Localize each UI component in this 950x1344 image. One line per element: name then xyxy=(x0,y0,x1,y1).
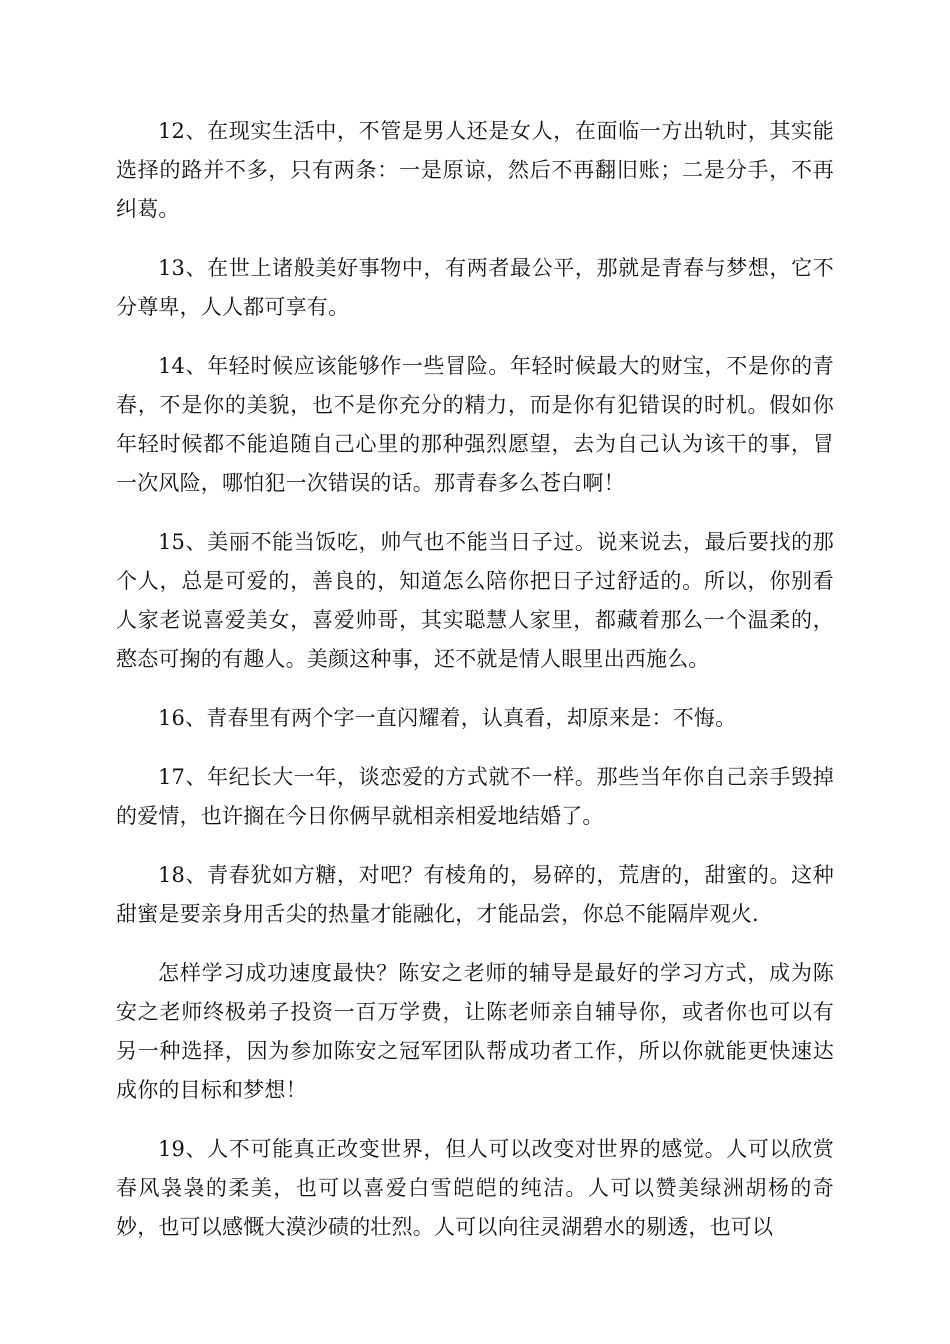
paragraph-18: 18、青春犹如方糖，对吧？有棱角的，易碎的，荒唐的，甜蜜的。这种甜蜜是要亲身用舌尖的热量才能融化，才能品尝，你总不能隔岸观火. xyxy=(116,863,834,926)
paragraph-17: 17、年纪长大一年，谈恋爱的方式就不一样。那些当年你自己亲手毁掉的爱情，也许搁在今日你俩早就相亲相爱地结婚了。 xyxy=(116,765,834,828)
paragraph-16: 16、青春里有两个字一直闪耀着，认真看，却原来是：不悔。 xyxy=(158,706,737,730)
paragraph-12: 12、在现实生活中，不管是男人还是女人，在面临一方出轨时，其实能选择的路并不多，只有两条：一是原谅，然后不再翻旧账；二是分手，不再纠葛。 xyxy=(116,119,834,221)
paragraph-19: 19、人不可能真正改变世界，但人可以改变对世界的感觉。人可以欣赏春风袅袅的柔美，也可以喜爱白雪皑皑的纯洁。人可以赞美绿洲胡杨的奇妙，也可以感慨大漠沙碛的壮烈。人可以向往灵湖碧水的剔透，也可以 xyxy=(116,1137,834,1239)
paragraph-14: 14、年轻时候应该能够作一些冒险。年轻时候最大的财宝，不是你的青春，不是你的美貌，也不是你充分的精力，而是你有犯错误的时机。假如你年轻时候都不能追随自己心里的那种强烈愿望，去为自己认为该干的事，冒一次风险，哪怕犯一次错误的话。那青春多么苍白啊！ xyxy=(116,354,834,495)
paragraph-15: 15、美丽不能当饭吃，帅气也不能当日子过。说来说去，最后要找的那个人，总是可爱的，善良的，知道怎么陪你把日子过舒适的。所以，你别看人家老说喜爱美女，喜爱帅哥，其实聪慧人家里，都藏着那么一个温柔的，憨态可掬的有趣人。美颜这种事，还不就是情人眼里出西施么。 xyxy=(116,530,834,671)
paragraph-promo: 怎样学习成功速度最快？陈安之老师的辅导是最好的学习方式，成为陈安之老师终极弟子投资一百万学费，让陈老师亲自辅导你，或者你也可以有另一种选择，因为参加陈安之冠军团队帮成功者工作，所以你就能更快速达成你的目标和梦想！ xyxy=(116,961,834,1102)
paragraph-13: 13、在世上诸般美好事物中，有两者最公平，那就是青春与梦想，它不分尊卑，人人都可享有。 xyxy=(116,256,834,319)
document-page xyxy=(116,112,834,1267)
